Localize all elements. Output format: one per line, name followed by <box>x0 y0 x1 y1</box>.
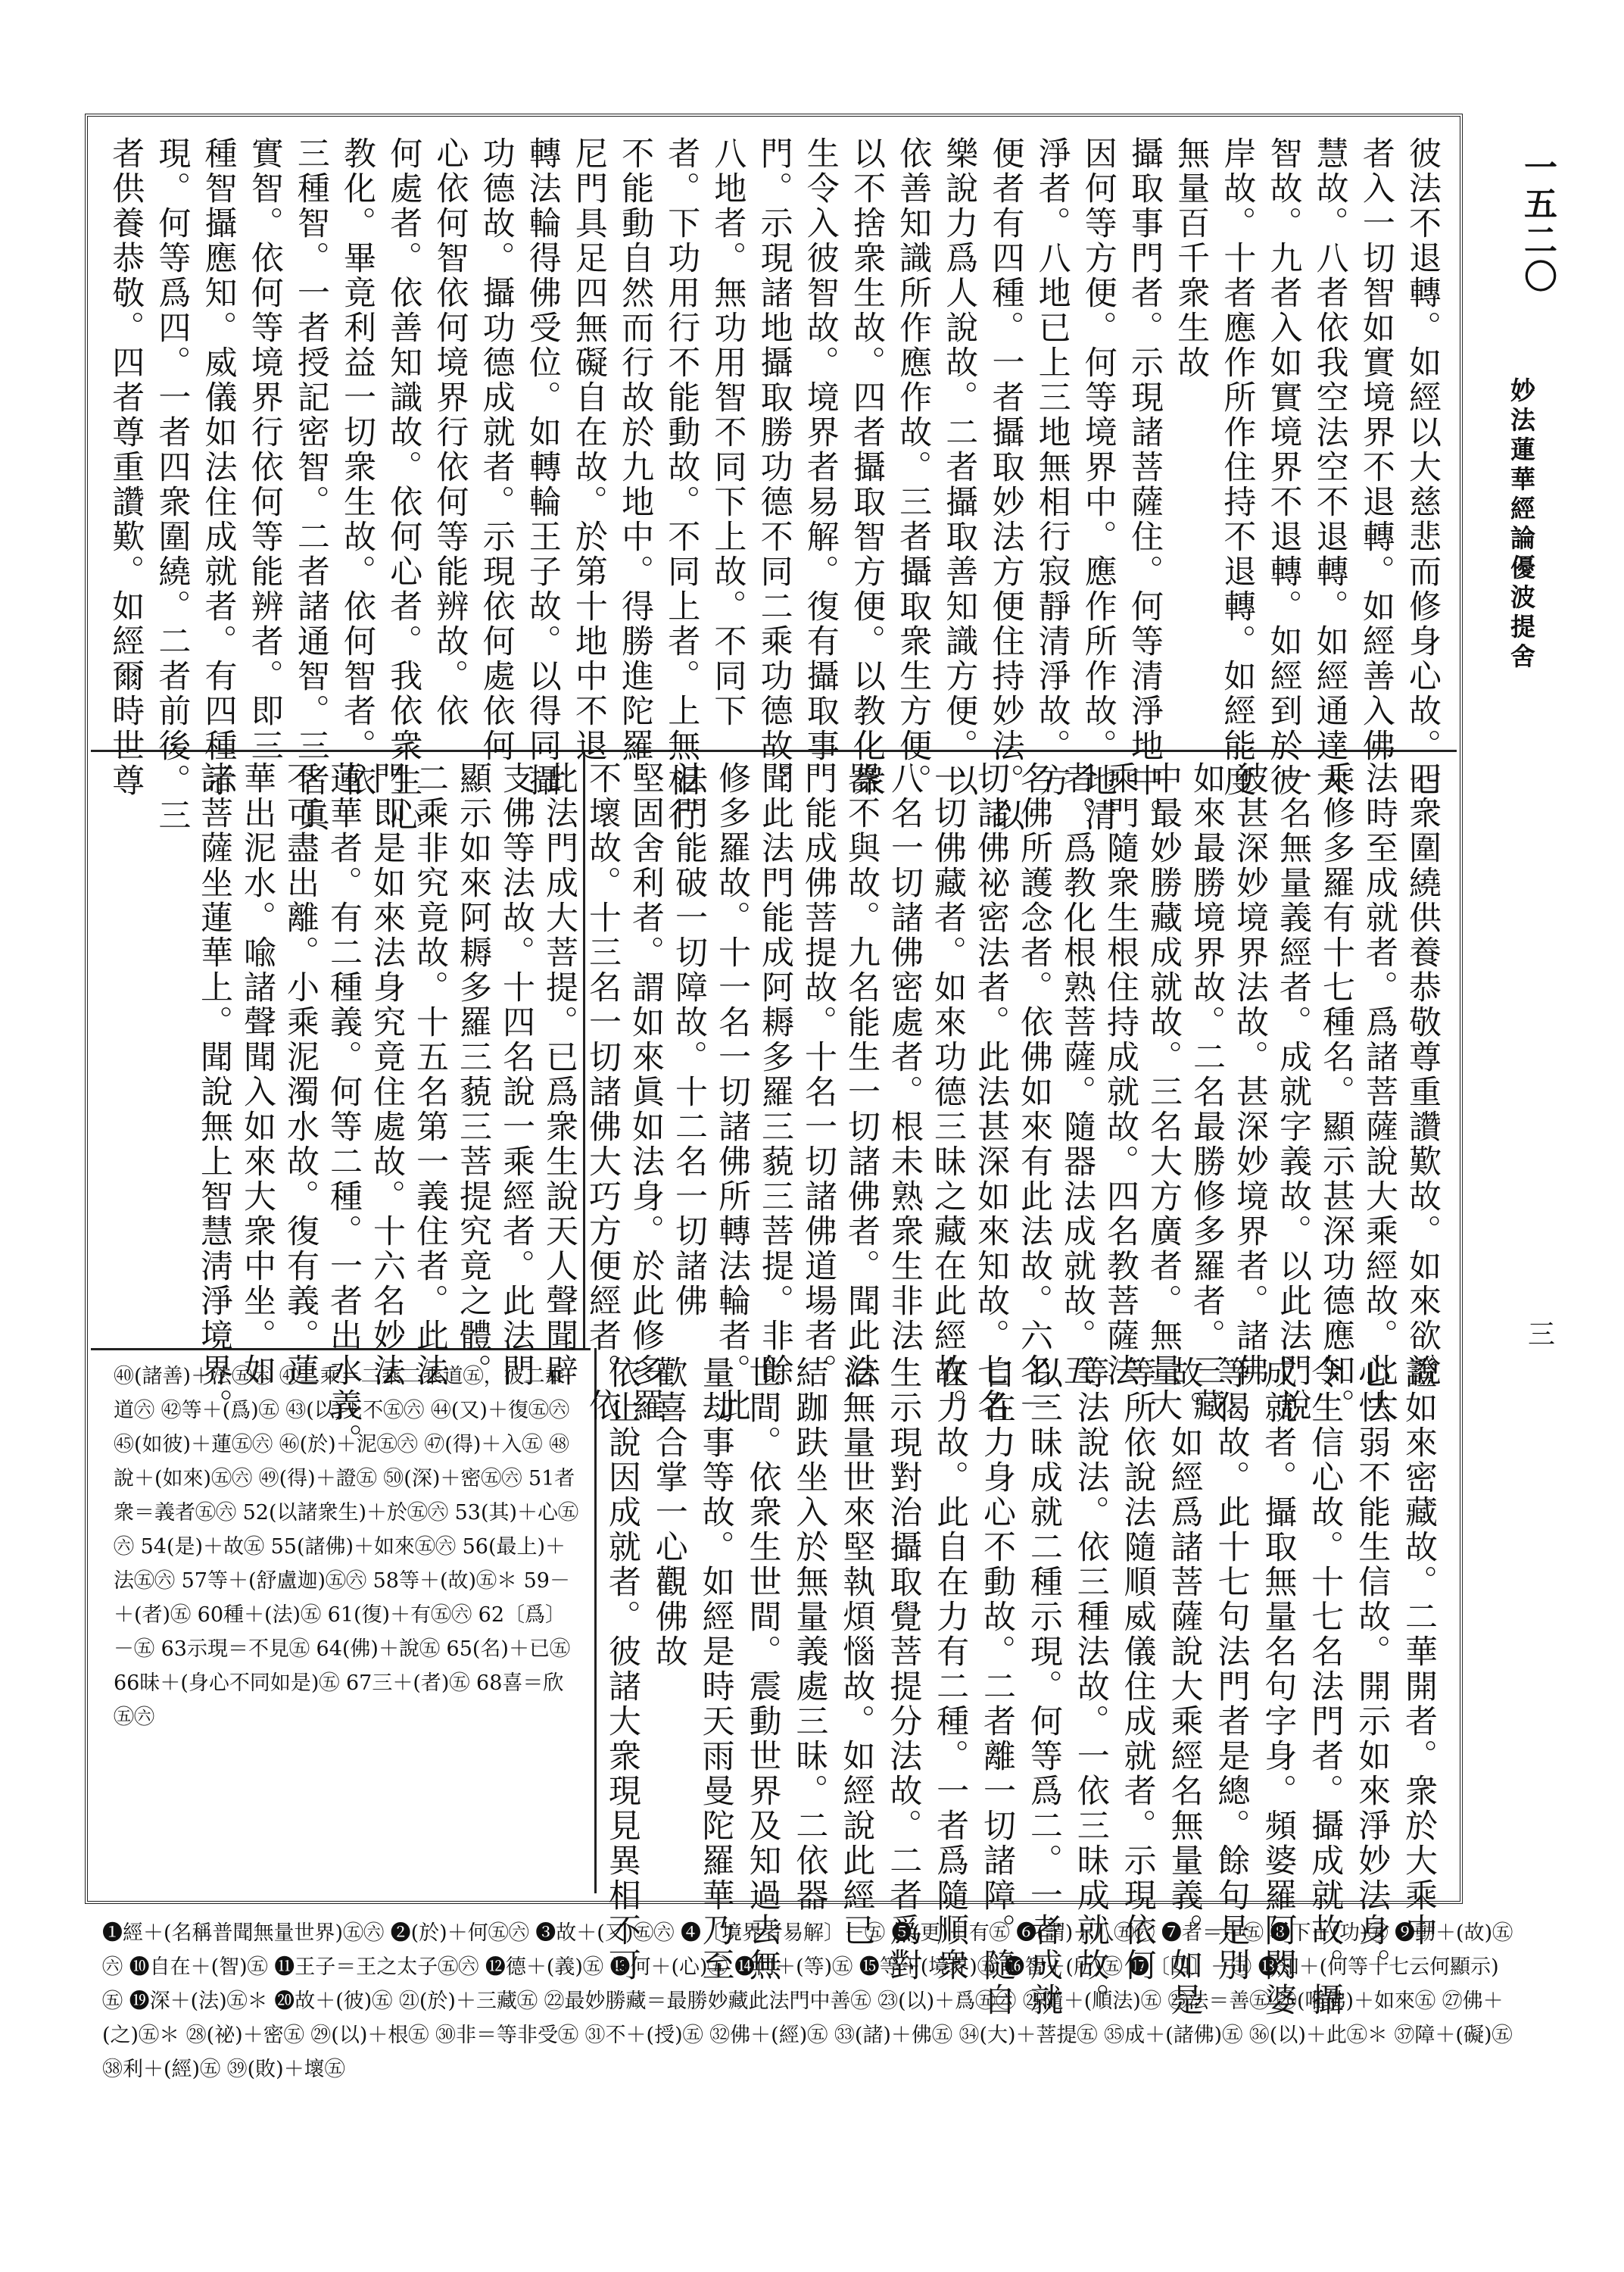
footnotes-left: ㊵(諸善)＋法㊄㊅ ㊶二乘＝二乘二乘道㊄，彼二乘道㊅ ㊷等＋(爲)㊄ ㊸(以)＋不㊄㊅ ㊹(又)＋復㊄㊅ ㊺(如彼)＋蓮㊄㊅ ㊻(於)＋泥㊄㊅ ㊼(得)＋入㊄ ㊽說＋(如來)㊄㊅ ㊾(得)＋證㊄ ㊿(深)＋密㊄㊅ 51者衆＝義者㊄㊅ 52(以諸衆生)＋於㊄㊅ 53(其)＋心㊄㊅ 54(是)＋故㊄ 55(諸佛)＋如來㊄㊅ 56(最上)＋法㊄㊅ 57等＋(舒盧迦)㊄㊅ 58等＋(故)㊄＊ 59－＋(者)㊄ 60種＋(法)㊄ 61(復)＋有㊄㊅ 62〔爲〕－㊄ 63示現＝不見㊄ 64(佛)＋說㊄ 65(名)＋已㊄ 66昧＋(身心不同如是)㊄ 67三＋(者)㊄ 68喜＝欣㊄㊅ <box>114 1365 579 1729</box>
text-column: 依止說因成就者。彼諸大衆現見異相不可 <box>603 1356 641 1983</box>
text-column: 法時至成就者。爲諸菩薩說大乘經故。此大 <box>1361 761 1398 1423</box>
text-column: 無量百千衆生故 <box>1172 136 1211 380</box>
text-column: 淨者。八地已上三地無相行寂靜清淨故。方 <box>1033 136 1071 798</box>
text-column: 聞此法門能成阿耨多羅三藐三菩提。非餘 <box>756 761 794 1388</box>
text-column: 何處者。依善知識故。依何心者。我依衆生心 <box>385 136 423 833</box>
text-column: 生令入彼智故。境界者易解。復有攝取事 <box>801 136 840 763</box>
text-column: 心依何智依何境界行依何等能辨故。依 <box>431 136 469 729</box>
text-column: 門能成佛菩提故。十名一切諸佛道場者。 <box>800 761 837 1388</box>
text-column: 便者有四種。一者攝取妙法方便住持妙法。以 <box>987 136 1025 833</box>
text-column: 二乘非究竟故。十五名第一義住者。此法 <box>411 761 449 1388</box>
text-column: 量劫事等故。如經是時天雨曼陀羅華乃至 <box>697 1356 735 1983</box>
text-column: 實智。依何等境界行依何等能辨者。即三 <box>245 136 284 763</box>
upper-text-section <box>106 136 1442 833</box>
text-column: 四衆圍繞供養恭敬尊重讚歎故。如來欲說 <box>1404 761 1442 1388</box>
text-column: 等法說法。依三種法故。一依三昧成就故。 <box>1071 1356 1110 2018</box>
text-column: 攝取事門者。示現諸菩薩住。何等清淨地中。 <box>1125 136 1164 833</box>
text-column: 轉法輪得佛受位。如轉輪王子故。以得同攝 <box>523 136 562 798</box>
text-column: 門。示現諸地攝取勝功德不同二乘功德故。 <box>755 136 793 798</box>
lower-left-text-section <box>602 1356 1438 2018</box>
text-column: 令生信心故。十七名法門者。攝成就故。攝 <box>1306 1356 1345 2018</box>
text-column: 成就者。攝取無量名句字身。頻婆羅阿閦婆 <box>1259 1356 1298 2018</box>
text-column: 以不捨衆生故。四者攝取智方便。以教化衆 <box>847 136 886 798</box>
text-column: 不可盡出離。小乘泥濁水故。復有義。蓮 <box>282 761 320 1388</box>
footnotes-bottom: ❶經＋(名稱普聞無量世界)㊄㊅ ❷(於)＋何㊄㊅ ❸故＋(又)㊄㊅ ❹〔境界者易解〕－㊄ ❺(更)＋有㊄ ❻(謂)＋八㊄㊅ ❼者＝中㊄ ❽下＋(功)㊄ ❾動＋(故)㊄㊅ ❿自在＋(智)㊄ ⓫王子＝王之太子㊄㊅ ⓬德＋(義)㊄ ⓭何＋(心)㊄ ⓮何＋(等)㊄ ⓯等＋(境界)㊄ ⓰智＋(所)㊄ ⓱〔四〕－㊄ ⓲知＋(何等十七云何顯示)㊄ ⓳深＋(法)㊄＊ ⓴故＋(彼)㊄ ㉑(於)＋三藏㊄ ㉒最妙勝藏＝最勝妙藏此法門中善㊄ ㉓(以)＋爲㊄㊅ ㉔隨＋(順法)㊄ ㉕法＝善㊄ ㉖(唯佛)＋如來㊄ ㉗佛＋(之)㊄＊ ㉘(祕)＋密㊄ ㉙(以)＋根㊄ ㉚非＝等非受㊄ ㉛不＋(授)㊄ ㉜佛＋(經)㊄ ㉝(諸)＋佛㊄ ㉞(大)＋菩提㊄ ㉟成＋(諸佛)㊄ ㊱(以)＋此㊄＊ ㊲障＋(礙)㊄ ㊳利＋(經)㊄ ㊴(敗)＋壞㊄ <box>102 1921 1520 2081</box>
text-column: 種智攝應知。威儀如法住成就者。有四種示 <box>199 136 238 798</box>
text-column: 乘修多羅有十七種名。顯示甚深功德應知。 <box>1317 761 1355 1423</box>
text-column: 不能動自然而行故於九地中。得勝進陀羅 <box>616 136 655 763</box>
text-column: 心怯弱不能生信故。開示如來淨妙法身。 <box>1353 1356 1392 1983</box>
text-column: 等偈故。此十七句法門者是總。餘句是別 <box>1212 1356 1251 1983</box>
text-column: 修多羅故。十一名一切諸佛所轉法輪者。此 <box>713 761 751 1423</box>
text-column: 生示現對治攝取覺菩提分法故。二者爲對 <box>884 1356 923 1983</box>
text-column: 自在力身心不動故。二者離一切諸障。隨自 <box>977 1356 1016 2018</box>
text-column: 如來最勝境界故。二名最勝修多羅者。三藏 <box>1188 761 1226 1423</box>
text-column: 器不與故。九名能生一切諸佛者。聞此法 <box>843 761 881 1388</box>
text-column: 現。何等爲四。一者四衆圍繞。二者前後。三 <box>153 136 192 833</box>
text-column: 此法門成大菩提。已爲衆生說天人聲聞辟 <box>541 761 578 1388</box>
text-column: 歡喜合掌一心觀佛故 <box>650 1356 688 1669</box>
text-column: 者入一切智如實境界不退轉。如經善入佛 <box>1357 136 1395 763</box>
text-column: 一名無量義經者。成就字義故。以此法門說 <box>1274 761 1312 1423</box>
text-column: 門即是如來法身究竟住處故。十六名妙法 <box>368 761 406 1388</box>
text-column: 世間。依衆生世間。震動世界及知過去無 <box>743 1356 782 1983</box>
text-column: 智故。九者入如實境界不退轉。如經到於彼 <box>1264 136 1303 798</box>
text-column: 在力故。此自在力有二種。一者爲隨順衆 <box>931 1356 970 1983</box>
text-column: 八名一切諸佛密處者。根未熟衆生非法 <box>886 761 924 1353</box>
text-column: 者供養恭敬。四者尊重讚歎。如經爾時世尊 <box>107 136 145 798</box>
text-column: 因何等方便。何等境界中。應作所作故。地清 <box>1079 136 1117 833</box>
lower-right-text-section <box>195 761 1442 1458</box>
text-column: 樂說力爲人說故。二者攝取善知識方便。以 <box>940 136 979 798</box>
text-column: 乘門隨衆生根住持成就故。四名教菩薩法 <box>1102 761 1139 1388</box>
text-column: 法門能破一切障故。十二名一切諸佛 <box>670 761 708 1319</box>
text-column: 治無量世來堅執煩惱故。如經說此經已 <box>837 1356 876 1948</box>
running-title: 妙法蓮華經論優波提舍 <box>1507 377 1536 673</box>
text-column: 名佛所護念者。依佛如來有此法故。六名一 <box>1015 761 1053 1423</box>
page-number: 一五二〇 <box>1518 150 1557 295</box>
text-column: 彼甚深妙境界法故。甚深妙境界者。諸佛 <box>1231 761 1269 1388</box>
text-column: 三種智。一者授記密智。二者諸通智。三者眞 <box>291 136 330 833</box>
notes-column-divider <box>594 1348 597 1893</box>
text-column: 慧故。八者依我空法空不退轉。如經通達大 <box>1311 136 1349 798</box>
text-column: 諸菩薩坐蓮華上。聞說無上智慧淸淨境界。 <box>195 761 233 1423</box>
text-column: 證如來密藏故。二華開者。衆於大乘中 <box>1400 1356 1438 1948</box>
text-column: 故。如經爲諸菩薩說大乘經名無量義。如是 <box>1165 1356 1204 2018</box>
text-column: 支佛等法故。十四名說一乘經者。此法門 <box>497 761 535 1388</box>
text-column: 等所依說法隨順威儀住成就者。示現依何 <box>1118 1356 1157 1983</box>
text-column: 岸故。十者應作所作住持不退轉。如經能度 <box>1218 136 1257 798</box>
text-column: 教化。畢竟利益一切衆生故。依何智者。依 <box>338 136 377 798</box>
text-column: 彼法不退轉。如經以大慈悲而修身心故。七 <box>1404 136 1442 798</box>
text-column: 者。爲教化根熟菩薩。隨器法成就故。五 <box>1058 761 1096 1388</box>
text-column: 尼門具足四無礙自在故。於第十地中不退 <box>569 136 608 763</box>
text-column: 結跏趺坐入於無量義處三昧。二依器 <box>790 1356 829 1913</box>
text-column: 顯示如來阿耨多羅三藐三菩提究竟之體。 <box>454 761 492 1388</box>
text-column: 堅固舍利者。謂如來眞如法身。於此修多羅 <box>627 761 665 1423</box>
text-column: 功德故。攝功德成就者。示現依何處依何 <box>477 136 516 763</box>
text-column: 蓮華者。有二種義。何等二種。一者出水義。 <box>325 761 363 1458</box>
text-column: 者。下功用行不能動故。不同上者。上無相行 <box>662 136 701 833</box>
text-column: 以三昧成就二種示現。何等爲二。一者成就 <box>1024 1356 1063 2018</box>
text-column: 中最妙勝藏成就故。三名大方廣者。無量大 <box>1145 761 1183 1423</box>
page-marker: 三 <box>1528 1319 1556 1350</box>
text-column: 華出泥水。喩諸聲聞入如來大衆中坐。如 <box>238 761 276 1388</box>
text-column: 一切佛藏者。如來功德三昧之藏在此經故。 <box>929 761 967 1423</box>
text-column: 不壞故。十三名一切諸佛大巧方便經者。依 <box>584 761 622 1423</box>
text-column: 八地者。無功用智不同下上故。不同下 <box>709 136 747 729</box>
text-column: 依善知識所作應作故。三者攝取衆生方便。 <box>894 136 933 798</box>
text-column: 切諸佛祕密法者。此法甚深如來知故。七名 <box>972 761 1010 1423</box>
